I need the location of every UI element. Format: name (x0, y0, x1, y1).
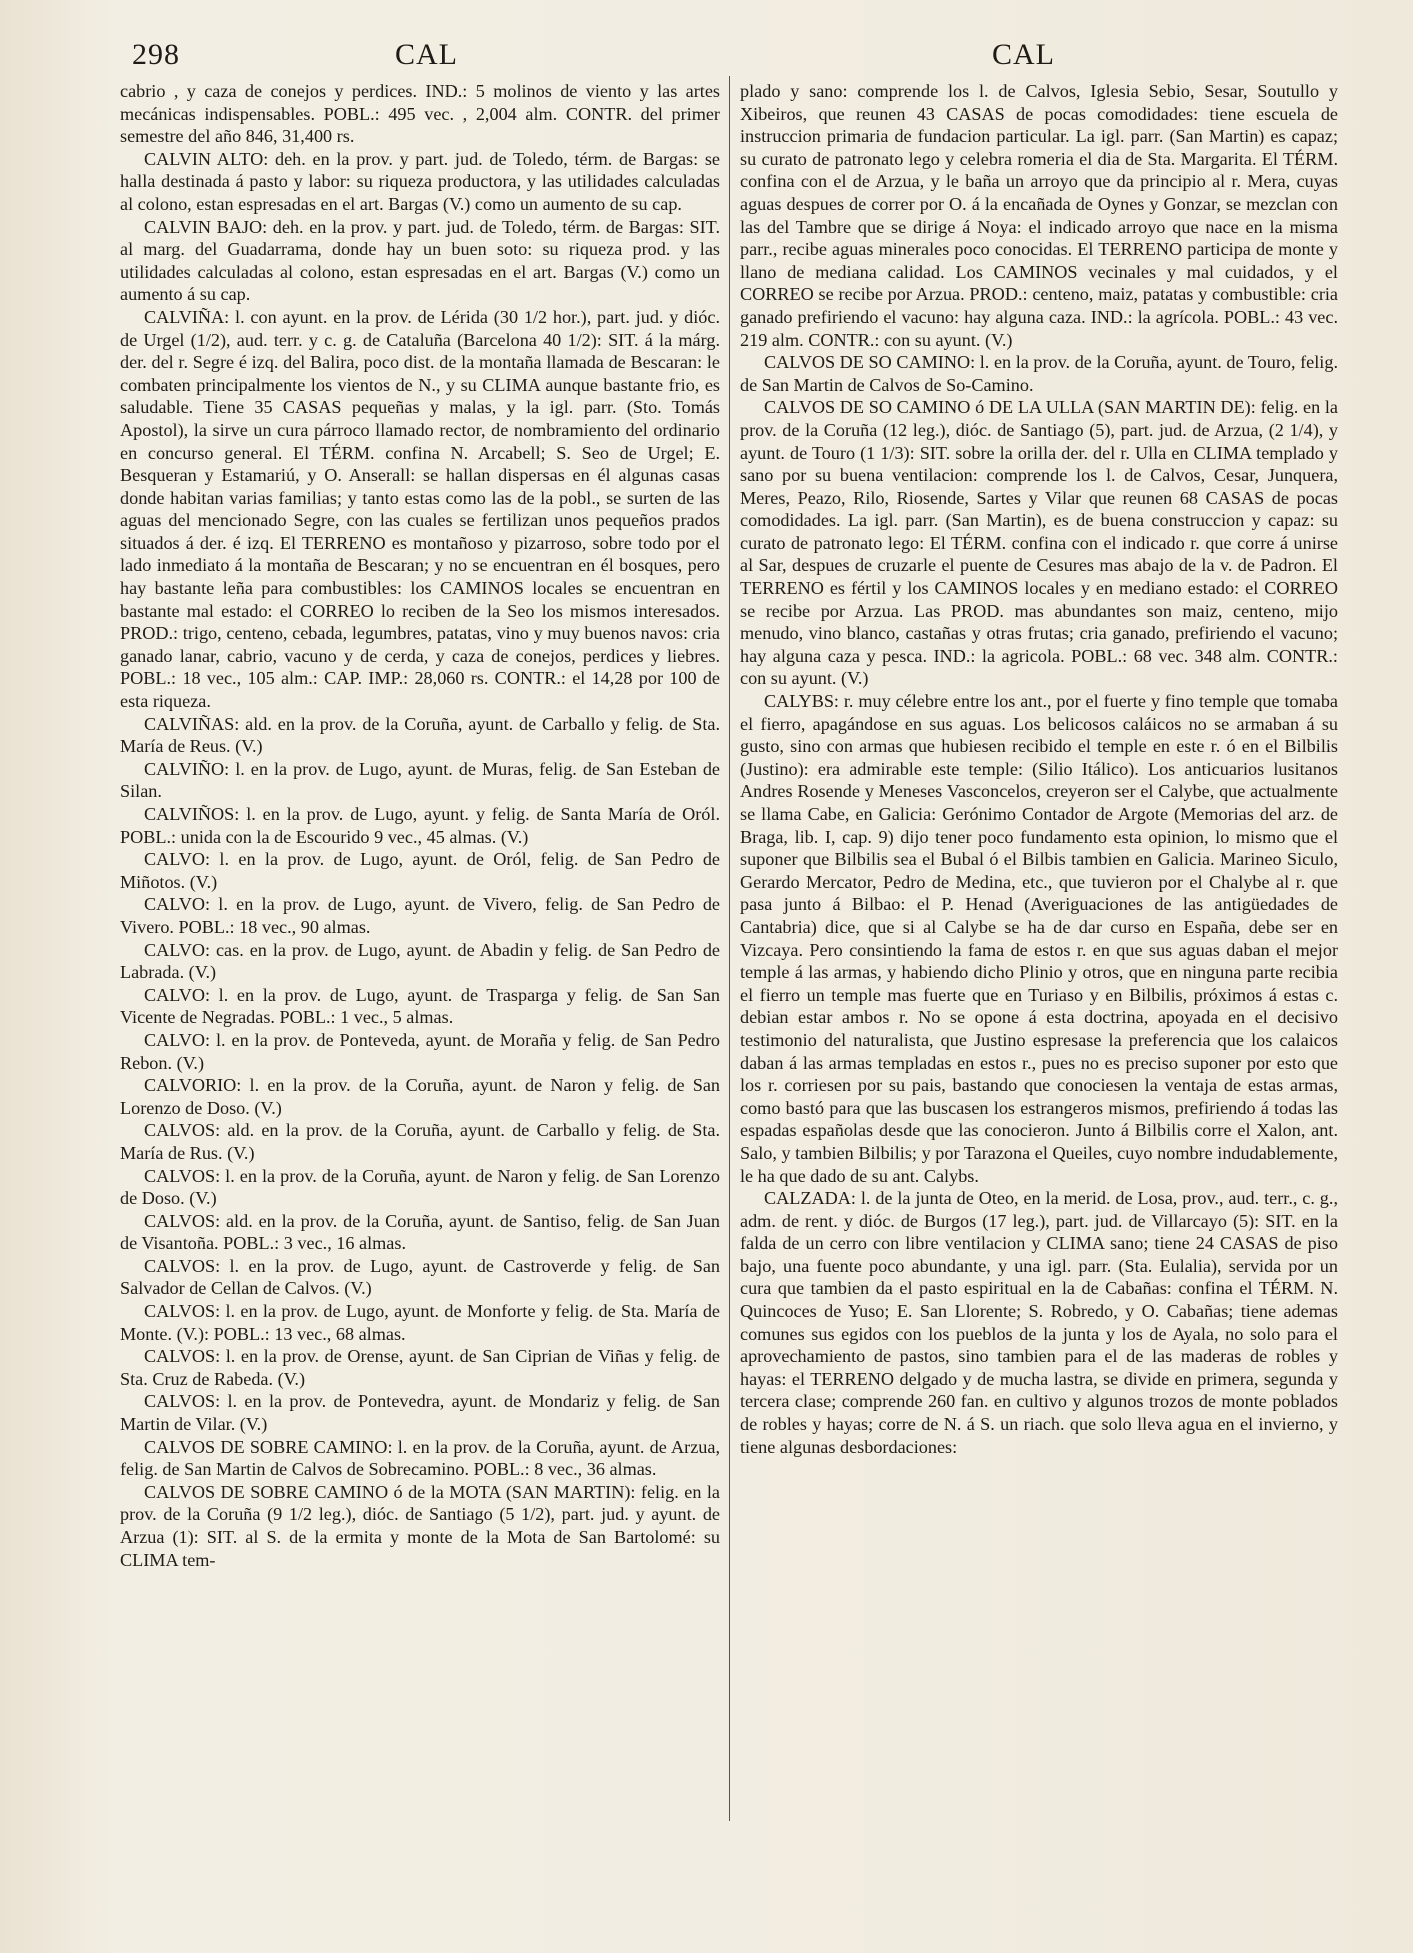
entry-calvos-sobre-camino-mota: CALVOS DE SOBRE CAMINO ó de la MOTA (SAN MARTIN): felig. en la prov. de la Coruña (9 1/2 leg.), dióc. de Santiago (5 1/2), part. jud. y ayunt. de Arzua (1): SIT. al S. de la ermita y monte de la Mota de San Bartolomé: su CLIMA tem- (120, 1481, 720, 1570)
column-divider (729, 76, 730, 1821)
entry-calvo-trasparga: CALVO: l. en la prov. de Lugo, ayunt. de Trasparga y felig. de San San Vicente de Negradas. POBL.: 1 vec., 5 almas. (120, 984, 720, 1028)
entry-calvin-alto: CALVIN ALTO: deh. en la prov. y part. jud. de Toledo, térm. de Bargas: se halla destinada á pasto y labor: su riqueza productora, y las utilidades calculadas al colono, estan espresadas en el art. Bargas (V.) como un aumento de su cap. (120, 148, 720, 214)
entry-calvos-castroverde: CALVOS: l. en la prov. de Lugo, ayunt. de Castroverde y felig. de San Salvador de Cellan de Calvos. (V.) (120, 1255, 720, 1299)
left-column (120, 80, 720, 1571)
entry-calvino: CALVIÑO: l. en la prov. de Lugo, ayunt. de Muras, felig. de San Esteban de Silan. (120, 758, 720, 802)
entry-calvin-bajo: CALVIN BAJO: deh. en la prov. y part. jud. de Toledo, térm. de Bargas: SIT. al marg. del Guadarrama, donde hay un buen soto: su riqueza prod. y las utilidades calculadas al colono, estan espresadas en el art. Bargas (V.) como un aumento á su cap. (120, 216, 720, 305)
entry-calvos-santiso: CALVOS: ald. en la prov. de la Coruña, ayunt. de Santiso, felig. de San Juan de Visantoña. POBL.: 3 vec., 16 almas. (120, 1210, 720, 1254)
entry-calvinos: CALVIÑOS: l. en la prov. de Lugo, ayunt. y felig. de Santa María de Oról. POBL.: unida con la de Escourido 9 vec., 45 almas. (V.) (120, 804, 720, 847)
page-number: 298 (132, 38, 180, 71)
entry-calvos-orense: CALVOS: l. en la prov. de Orense, ayunt. de San Ciprian de Viñas y felig. de Sta. Cruz de Rabeda. (V.) (120, 1346, 720, 1389)
entry-calvos-mondariz: CALVOS: l. en la prov. de Pontevedra, ayunt. de Mondariz y felig. de San Martin de Vilar. (V.) (120, 1391, 720, 1435)
entry-calvo-orol: CALVO: l. en la prov. de Lugo, ayunt. de Oról, felig. de San Pedro de Miñotos. (V.) (120, 849, 720, 892)
entry-calvos-so-camino: CALVOS DE SO CAMINO: l. en la prov. de la Coruña, ayunt. de Touro, felig. de San Martin de Calvos de So-Camino. (740, 352, 1338, 395)
entry-continuation: cabrio , y caza de conejos y perdices. IND.: 5 molinos de viento y las artes mecánicas indispensables. POBL.: 495 vec. , 2,004 alm. CONTR. del primer semestre del año 846, 31,400 rs. (120, 81, 720, 147)
left-column-header: CAL (395, 38, 458, 71)
entry-calvo-abadin: CALVO: cas. en la prov. de Lugo, ayunt. de Abadin y felig. de San Pedro de Labrada. (V.) (120, 939, 720, 983)
entry-calvo-morana: CALVO: l. en la prov. de Ponteveda, ayunt. de Moraña y felig. de San Pedro Rebon. (V.) (120, 1029, 720, 1073)
entry-calvinas: CALVIÑAS: ald. en la prov. de la Coruña, ayunt. de Carballo y felig. de Sta. María de Reus. (V.) (120, 713, 720, 757)
entry-calvorio: CALVORIO: l. en la prov. de la Coruña, ayunt. de Naron y felig. de San Lorenzo de Doso. (V.) (120, 1075, 720, 1118)
entry-calvo-vivero: CALVO: l. en la prov. de Lugo, ayunt. de Vivero, felig. de San Pedro de Vivero. POBL.: 18 vec., 90 almas. (120, 894, 720, 937)
right-column (740, 80, 1338, 1458)
entry-calvos-so-camino-ulla: CALVOS DE SO CAMINO ó DE LA ULLA (SAN MARTIN DE): felig. en la prov. de la Coruña (12 leg.), dióc. de Santiago (5), part. jud. de Arzua, (2 1/4), y ayunt. de Touro (1 1/3): SIT. sobre la orilla der. del r. Ulla en CLIMA templado y sano por su buena ventilacion: comprende los l. de Calvos, Cesar, Junquera, Meres, Peazo, Rilo, Riosende, Sartes y Vilar que reunen 68 CASAS de pocas comodidades. La igl. parr. (San Martin), es de buena construccion y capaz: su curato de patronato lego: El TÉRM. confina con el indicado r. que corre á unirse al Sar, despues de cruzarle el puente de Cesures mas abajo de la v. de Padron. El TERRENO es fértil y los CAMINOS locales y en mediano estado: el CORREO se recibe por Arzua. Las PROD. mas abundantes son maiz, centeno, mijo menudo, vino blanco, castañas y otras frutas; cria ganado, prefiriendo el vacuno; hay alguna caza y pesca. IND.: la agricola. POBL.: 68 vec. 348 alm. CONTR.: con su ayunt. (V.) (740, 397, 1338, 689)
entry-calvos-naron: CALVOS: l. en la prov. de la Coruña, ayunt. de Naron y felig. de San Lorenzo de Doso. (V.) (120, 1165, 720, 1209)
right-column-header: CAL (992, 38, 1055, 71)
entry-calvos-monforte: CALVOS: l. en la prov. de Lugo, ayunt. de Monforte y felig. de Sta. María de Monte. (V.): POBL.: 13 vec., 68 almas. (120, 1301, 720, 1344)
entry-calvina: CALVIÑA: l. con ayunt. en la prov. de Lérida (30 1/2 hor.), part. jud. y dióc. de Urgel (1/2), aud. terr. y c. g. de Cataluña (Barcelona 40 1/2): SIT. á la márg. der. del r. Segre é izq. del Balira, poco dist. de la montaña llamada de Bescaran: le combaten principalmente los vientos de N., y su CLIMA aunque bastante frio, es saludable. Tiene 35 CASAS pequeñas y malas, y la igl. parr. (Sto. Tomás Apostol), la sirve un cura párroco llamado rector, de nombramiento del ordinario en concurso general. El TÉRM. confina N. Arcabell; S. Seo de Urgel; E. Besqueran y Estamariú, y O. Anserall: se hallan dispersas en él algunas casas donde habitan varias familias; y tanto estas como las de la pobl., se surten de las aguas del mencionado Segre, con las cuales se fertilizan unos pequeños prados situados á der. é izq. El TERRENO es montañoso y pizarroso, sobre todo por el lado inmediato á la montaña de Bescaran; y no se encuentran en él bosques, pero hay bastante leña para combustibles: los CAMINOS locales se encuentran en bastante mal estado: el CORREO lo reciben de la Seo los mismos interesados. PROD.: trigo, centeno, cebada, legumbres, patatas, vino y muy buenos navos: cria ganado lanar, cabrio, vacuno y de cerda, y caza de conejos, perdices y liebres. POBL.: 18 vec., 105 alm.: CAP. IMP.: 28,060 rs. CONTR.: el 14,28 por 100 de esta riqueza. (120, 306, 720, 712)
entry-calvos-sobre-camino: CALVOS DE SOBRE CAMINO: l. en la prov. de la Coruña, ayunt. de Arzua, felig. de San Martin de Calvos de Sobrecamino. POBL.: 8 vec., 36 almas. (120, 1436, 720, 1480)
entry-calvos-carballo: CALVOS: ald. en la prov. de la Coruña, ayunt. de Carballo y felig. de Sta. María de Rus. (V.) (120, 1120, 720, 1163)
entry-calzada: CALZADA: l. de la junta de Oteo, en la merid. de Losa, prov., aud. terr., c. g., adm. de rent. y dióc. de Burgos (17 leg.), part. jud. de Villarcayo (5): SIT. en la falda de un cerro con libre ventilacion y CLIMA sano; tiene 24 CASAS de piso bajo, una fuente poco abundante, y una igl. parr. (Sta. Eulalia), servida por un cura que tambien da el pasto espiritual en la de Cabañas: confina el TÉRM. N. Quincoces de Yuso; E. San Llorente; S. Robredo, y O. Cabañas; tiene ademas comunes sus egidos con los pueblos de la junta y los de Ayala, no solo para el aprovechamiento de pastos, sino tambien para el de las maderas de robles y hayas: el TERRENO delgado y de mucha lastra, se divide en primera, segunda y tercera clase; comprende 260 fan. en cultivo y algunos trozos de monte poblados de robles y hayas; corre de N. á S. un riach. que solo lleva agua en el invierno, y tiene algunas desbordaciones: (740, 1188, 1338, 1457)
entry-continuation: plado y sano: comprende los l. de Calvos, Iglesia Sebio, Sesar, Soutullo y Xibeiros, que reunen 43 CASAS de pocas comodidades: tiene escuela de instruccion primaria de fundacion particular. La igl. parr. (San Martin) es capaz; su curato de patronato lego y celebra romeria el dia de Sta. Margarita. El TÉRM. confina con el de Arzua, y le baña un arroyo que da principio al r. Mera, cuyas aguas despues de correr por O. á la encañada de Oynes y Gonzar, se mezclan con las del Tambre que se dirige á Noya: el indicado arroyo que nace en la misma parr., recibe aguas minerales poco conocidas. El TERRENO participa de monte y llano de mediana calidad. Los CAMINOS vecinales y mal cuidados, y el CORREO se recibe por Arzua. PROD.: centeno, maiz, patatas y combustible: cria ganado prefiriendo el vacuno: hay alguna caza. IND.: la agrícola. POBL.: 43 vec. 219 alm. CONTR.: con su ayunt. (V.) (740, 81, 1338, 350)
entry-calybs: CALYBS: r. muy célebre entre los ant., por el fuerte y fino temple que tomaba el fierro, apagándose en sus aguas. Los belicosos caláicos no se armaban á su gusto, sino con armas que hubiesen recibido el temple en este r. ó en el Bilbilis (Justino): era admirable este temple: (Silio Itálico). Los anticuarios lusitanos Andres Rosende y Meneses Vasconcelos, creyeron ser el Calybe, que actualmente se llama Cabe, en Galicia: Gerónimo Contador de Argote (Memorias del arz. de Braga, lib. I, cap. 9) dijo tener poco fundamento esta opinion, lo mismo que el suponer que Bilbilis sea el Bubal ó el Bilbis tambien en Galicia. Marineo Siculo, Gerardo Mercator, Pedro de Medina, etc., que tuvieron por el Chalybe al r. que pasa junto á Bilbao: el P. Henad (Averiguaciones de las antigüedades de Cantabria) dice, que si al Calybe se ha de dar curso en España, debe ser en Vizcaya. Pero consintiendo la fama de estos r. en que sus aguas daban el mejor temple á las armas, y habiendo dicho Plinio y otros, que en ninguna parte recibia el fierro un temple mas fuerte que en Turiaso y en Bilbilis, próximos á estas c. debian estar ambos r. No se opone á esta doctrina, apoyada en el decisivo testimonio del naturalista, que Justino espresase la preferencia que los calaicos daban á las armas templadas en estos r., pues no es preciso suponer por esto que los r. corriesen por su pais, bastando que conociesen la ventaja de estas armas, como bastó para que las buscasen los estrangeros mismos, prefiriendo á todas las espadas españolas desde que las conocieron. Junto á Bilbilis corre el Xalon, ant. Salo, y tambien Bilbilis; y por Tarazona el Queiles, cuyo nombre indudablemente, le ha que dado de su ant. Calybs. (740, 691, 1338, 1186)
